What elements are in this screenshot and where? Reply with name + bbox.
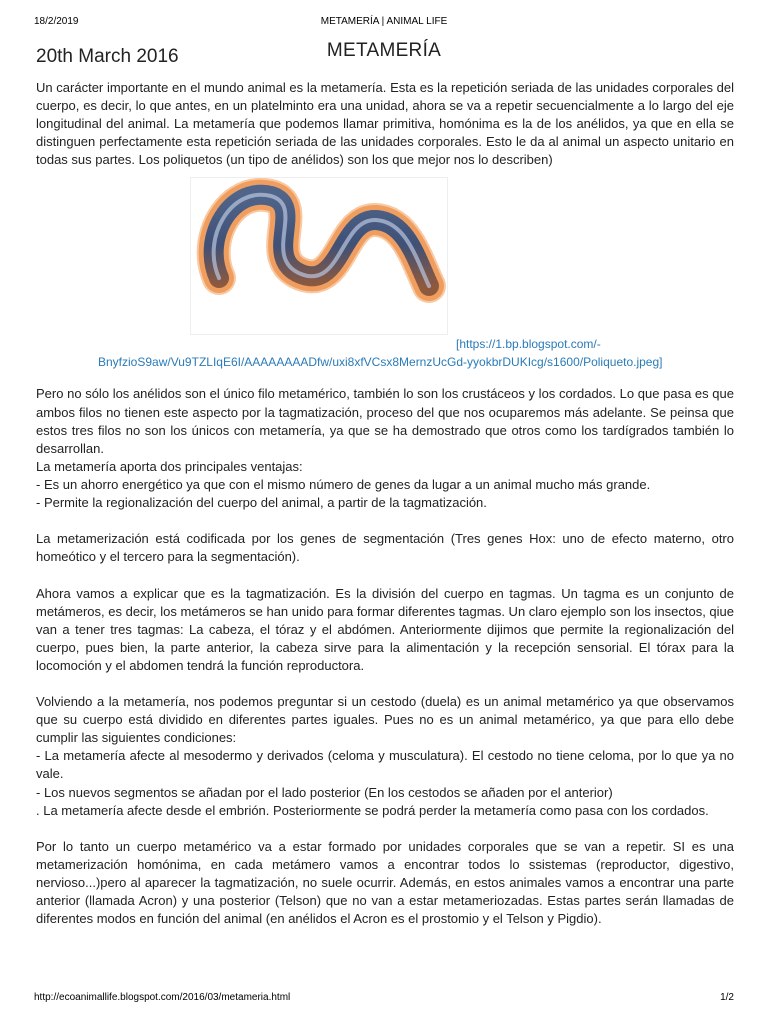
spacer [36,820,734,838]
page-number: 1/2 [720,992,734,1003]
paragraph-4: La metamerización está codificada por los genes de segmentación (Tres genes Hox: uno de efecto materno, otro homeótico y el tercero para la segmentación). [36,531,734,565]
list-item: - Es un ahorro energético ya que con el mismo número de genes da lugar a un animal mucho más grande. [36,476,651,492]
spacer [36,566,734,584]
image-caption-link[interactable] [36,335,734,371]
post-body [36,79,734,928]
paragraph-3-intro: La metamería aporta dos principales ventajas: [36,458,303,474]
worm-illustration [191,178,447,334]
post-title: METAMERÍA [326,40,442,61]
post-date: 20th March 2016 [36,46,179,67]
print-footer [34,992,734,1006]
print-date: 18/2/2019 [34,16,79,27]
paragraph-intro: Un carácter importante en el mundo animal es la metamería. Esta es la repetición seriada de las unidades corporales del cuerpo, es decir, lo que antes, en un platelminto era una unidad, ahora se va a repetir secuencialmente a lo largo del eje longitudinal del animal. La metamería que podemos llamar primitiva, homónima es la de los anélidos, ya que en ella se distinguen perfectamente esta repetición seriada de las unidades corporales. Esto le da al animal un aspecto unitario en todas sus partes. Los poliquetos (un tipo de anélidos) son los que mejor nos lo describen) [36,80,734,168]
caption-line-2[interactable]: BnyfzioS9aw/Vu9TZLIqE6I/AAAAAAAADfw/uxi8xfVCsx8MernzUcGd-yyokbrDUKIcg/s1600/Poliqueto.jpeg] [98,355,663,370]
paragraph-6: Volviendo a la metamería, nos podemos preguntar si un cestodo (duela) es un animal metamérico ya que observamos que su cuerpo está dividido en diferentes partes iguales. Pues no es un animal metamérico, ya que para ello debe cumplir las siguientes condiciones: [36,694,734,746]
spacer [36,675,734,693]
paragraph-5: Ahora vamos a explicar que es la tagmatización. Es la división del cuerpo en tagmas. Un tagma es un conjunto de metámeros, es decir, los metámeros se han unido para formar diferentes tagmas. Un claro ejemplo son los insectos, qiue van a tener tres tagmas: La cabeza, el tóraz y el abdómen. Anteriormente dijimos que permite la regionalización del cuerpo, pues bien, la parte anterior, la cabeza sirve para la alimentación y la recepción sensorial. El tórax para la locomoción y el abdomen tendrá la función reproductora. [36,585,735,673]
paragraph-2: Pero no sólo los anélidos son el único filo metamérico, también lo son los crustáceos y los cordados. Lo que pasa es que ambos filos no tienen este aspecto por la tagmatización, proceso del que nos ocuparemos más adelante. Se peinsa que estos tres filos no son los únicos con metamería, ya que se ha demostrado que otros como los tardígrados también lo desarrollan. [36,386,734,456]
footer-url[interactable]: http://ecoanimallife.blogspot.com/2016/03/metameria.html [34,992,291,1003]
caption-line-1[interactable]: [https://1.bp.blogspot.com/- [456,337,601,352]
list-item: - La metamería afecte al mesodermo y derivados (celoma y musculatura). El cestodo no tiene celoma, por lo que ya no vale. [36,748,734,782]
spacer [36,512,734,530]
list-item: - Permite la regionalización del cuerpo del animal, a partir de la tagmatización. [36,495,487,511]
figure [36,169,734,385]
list-item: . La metamería afecte desde el embrión. Posteriormente se podrá perder la metamería como pasa con los cordados. [36,802,709,818]
list-item: - Los nuevos segmentos se añadan por el lado posterior (En los cestodos se añaden por el anterior) [36,784,613,800]
paragraph-7: Por lo tanto un cuerpo metamérico va a estar formado por unidades corporales que se van a repetir. SI es una metamerización homónima, en cada metámero vamos a encontrar todos lo ssistemas (reproductor, digestivo, nervioso...)pero al aparecer la tagmatización, no suele ocurrir. Además, en estos animales vamos a encontrar una parte anterior (llamada Acron) y una posterior (Telson) que no van a estar metameriozadas. Estas partes serán llamadas de diferentes modos en función del animal (en anélidos el Acron es el prostomio y el Telson y Pigdio). [36,838,734,927]
polychaete-worm-image[interactable] [190,177,448,335]
print-header [34,16,734,30]
print-title: METAMERÍA | ANIMAL LIFE [320,16,448,27]
